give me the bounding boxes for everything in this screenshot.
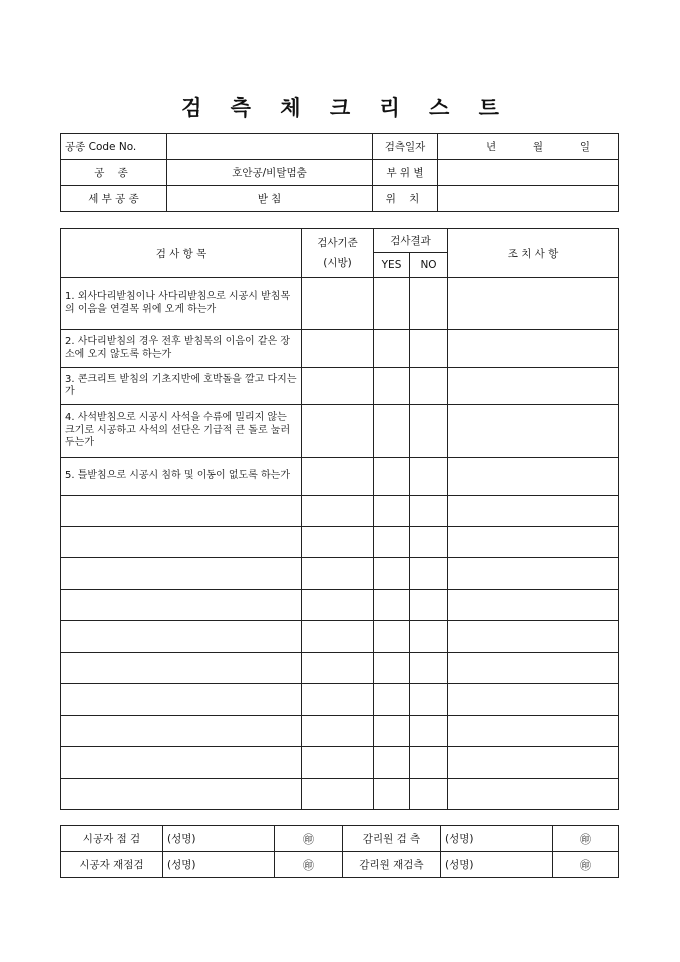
table-row (61, 278, 619, 330)
seal-mark: ㊞ (553, 826, 619, 852)
item-cell[interactable] (61, 779, 302, 810)
contractor-check-name-field[interactable]: (성명) (163, 826, 275, 852)
action-cell[interactable] (448, 779, 619, 810)
yes-cell[interactable] (374, 527, 410, 558)
item-cell[interactable] (61, 558, 302, 590)
item-cell[interactable] (61, 496, 302, 527)
col-standard-line2: (시방) (323, 257, 352, 269)
no-cell[interactable] (410, 653, 448, 684)
item-cell[interactable] (61, 527, 302, 558)
no-cell[interactable] (410, 558, 448, 590)
item-cell[interactable] (61, 621, 302, 653)
standard-cell[interactable] (302, 527, 374, 558)
work-code-field[interactable] (167, 134, 373, 160)
supervisor-check-label: 감리원 검 측 (343, 826, 441, 852)
action-cell[interactable] (448, 527, 619, 558)
standard-cell[interactable] (302, 747, 374, 779)
work-code-label: 공종 Code No. (61, 134, 167, 160)
no-cell[interactable] (410, 458, 448, 496)
standard-cell[interactable] (302, 558, 374, 590)
yes-cell[interactable] (374, 684, 410, 716)
date-month-label: 월 (532, 141, 544, 153)
item-cell[interactable] (61, 653, 302, 684)
standard-cell[interactable] (302, 368, 374, 405)
col-yes-header: YES (374, 253, 410, 278)
item-cell[interactable] (61, 590, 302, 621)
action-cell[interactable] (448, 405, 619, 458)
action-cell[interactable] (448, 330, 619, 368)
location-field[interactable] (438, 186, 619, 212)
seal-mark: ㊞ (275, 826, 343, 852)
work-type-value: 호안공/비탈멈춤 (167, 160, 373, 186)
item-cell[interactable] (61, 747, 302, 779)
empty-row (61, 590, 619, 621)
detail-work-label: 세 부 공 종 (61, 186, 167, 212)
empty-row (61, 527, 619, 558)
contractor-check-label: 시공자 점 검 (61, 826, 163, 852)
supervisor-check-name-field[interactable]: (성명) (441, 826, 553, 852)
empty-row (61, 716, 619, 747)
yes-cell[interactable] (374, 779, 410, 810)
standard-cell[interactable] (302, 653, 374, 684)
checklist-table (60, 228, 619, 810)
table-row (61, 458, 619, 496)
no-cell[interactable] (410, 496, 448, 527)
no-cell[interactable] (410, 527, 448, 558)
standard-cell[interactable] (302, 330, 374, 368)
col-item-header: 검 사 항 목 (61, 229, 302, 278)
action-cell[interactable] (448, 716, 619, 747)
action-cell[interactable] (448, 684, 619, 716)
table-row (61, 330, 619, 368)
yes-cell[interactable] (374, 330, 410, 368)
empty-row (61, 653, 619, 684)
check-item-3: 3. 콘크리트 받침의 기초지반에 호박돌을 깔고 다지는가 (61, 368, 302, 405)
empty-row (61, 621, 619, 653)
standard-cell[interactable] (302, 278, 374, 330)
yes-cell[interactable] (374, 558, 410, 590)
item-cell[interactable] (61, 684, 302, 716)
action-cell[interactable] (448, 558, 619, 590)
no-cell[interactable] (410, 405, 448, 458)
col-result-header: 검사결과 (374, 229, 448, 253)
table-row (61, 405, 619, 458)
no-cell[interactable] (410, 368, 448, 405)
yes-cell[interactable] (374, 621, 410, 653)
inspection-date-label: 검측일자 (373, 134, 438, 160)
yes-cell[interactable] (374, 458, 410, 496)
standard-cell[interactable] (302, 496, 374, 527)
contractor-recheck-name-field[interactable]: (성명) (163, 852, 275, 878)
detail-work-value: 받 침 (167, 186, 373, 212)
work-type-label: 공 종 (61, 160, 167, 186)
action-cell[interactable] (448, 590, 619, 621)
empty-row (61, 747, 619, 779)
yes-cell[interactable] (374, 278, 410, 330)
yes-cell[interactable] (374, 496, 410, 527)
seal-mark: ㊞ (275, 852, 343, 878)
yes-cell[interactable] (374, 405, 410, 458)
empty-row (61, 496, 619, 527)
action-cell[interactable] (448, 278, 619, 330)
standard-cell[interactable] (302, 716, 374, 747)
empty-row (61, 558, 619, 590)
part-field[interactable] (438, 160, 619, 186)
supervisor-recheck-name-field[interactable]: (성명) (441, 852, 553, 878)
standard-cell[interactable] (302, 621, 374, 653)
supervisor-recheck-label: 감리원 재검측 (343, 852, 441, 878)
page-title: 검 측 체 크 리 스 트 (181, 95, 499, 120)
no-cell[interactable] (410, 684, 448, 716)
no-cell[interactable] (410, 590, 448, 621)
no-cell[interactable] (410, 779, 448, 810)
standard-cell[interactable] (302, 458, 374, 496)
no-cell[interactable] (410, 716, 448, 747)
table-row (61, 368, 619, 405)
action-cell[interactable] (448, 458, 619, 496)
standard-cell[interactable] (302, 590, 374, 621)
no-cell[interactable] (410, 330, 448, 368)
col-no-header: NO (410, 253, 448, 278)
action-cell[interactable] (448, 621, 619, 653)
yes-cell[interactable] (374, 747, 410, 779)
no-cell[interactable] (410, 747, 448, 779)
standard-cell[interactable] (302, 684, 374, 716)
standard-cell[interactable] (302, 779, 374, 810)
col-action-header: 조 치 사 항 (448, 229, 619, 278)
empty-row (61, 779, 619, 810)
no-cell[interactable] (410, 278, 448, 330)
check-item-2: 2. 사다리받침의 경우 전후 받침목의 이음이 같은 장소에 오지 않도록 하는가 (61, 330, 302, 368)
yes-cell[interactable] (374, 716, 410, 747)
yes-cell[interactable] (374, 590, 410, 621)
seal-mark: ㊞ (553, 852, 619, 878)
item-cell[interactable] (61, 716, 302, 747)
inspection-date-field[interactable] (438, 134, 619, 160)
yes-cell[interactable] (374, 368, 410, 405)
yes-cell[interactable] (374, 653, 410, 684)
location-label: 위 치 (373, 186, 438, 212)
col-standard-line1: 검사기준 (317, 237, 358, 249)
contractor-recheck-label: 시공자 재점검 (61, 852, 163, 878)
standard-cell[interactable] (302, 405, 374, 458)
signature-table (60, 825, 619, 878)
check-item-1: 1. 외사다리받침이나 사다리받침으로 시공시 받침목의 이음을 연결목 위에 오게 하는가 (61, 278, 302, 330)
header-info-table (60, 133, 619, 212)
action-cell[interactable] (448, 368, 619, 405)
check-item-4: 4. 사석받침으로 시공시 사석을 수류에 밀리지 않는 크기로 시공하고 사석의 선단은 기급적 큰 돌로 눌러 두는가 (61, 405, 302, 458)
action-cell[interactable] (448, 653, 619, 684)
date-year-label: 년 (486, 141, 497, 153)
action-cell[interactable] (448, 496, 619, 527)
action-cell[interactable] (448, 747, 619, 779)
part-label: 부 위 별 (373, 160, 438, 186)
check-item-5: 5. 틀받침으로 시공시 침하 및 이동이 없도록 하는가 (61, 458, 302, 496)
date-day-label: 일 (579, 141, 590, 153)
no-cell[interactable] (410, 621, 448, 653)
col-standard-header (302, 229, 374, 278)
empty-row (61, 684, 619, 716)
